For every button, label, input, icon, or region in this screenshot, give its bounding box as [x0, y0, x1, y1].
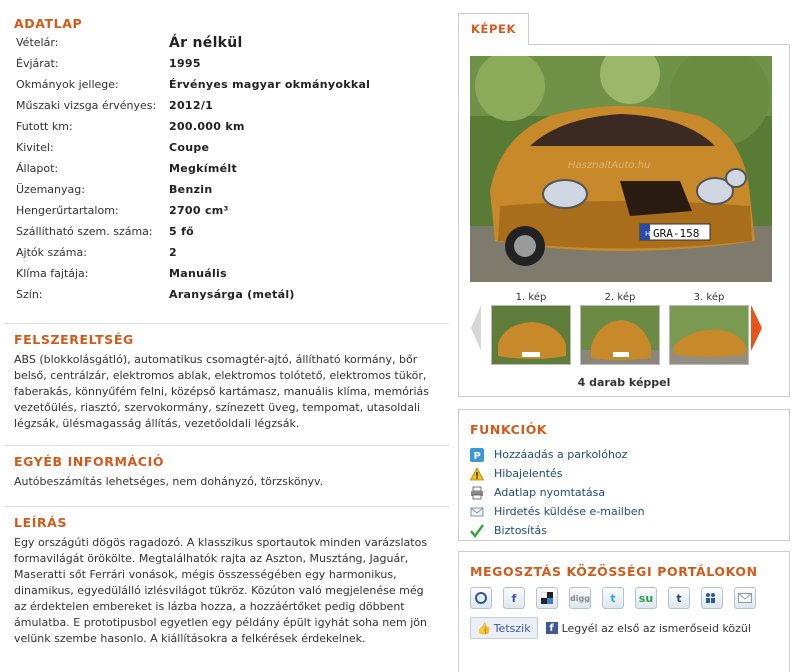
plate-country-text: H: [645, 230, 651, 238]
spec-row: [4, 74, 449, 95]
spec-row: [4, 179, 449, 200]
myspace-icon[interactable]: [701, 587, 723, 609]
thumbs-up-icon: 👍: [477, 621, 491, 635]
function-label[interactable]: Hirdetés küldése e-mailben: [494, 505, 645, 518]
delicious-icon[interactable]: [536, 587, 558, 609]
function-label[interactable]: Hozzáadás a parkolóhoz: [494, 448, 628, 461]
description-title: LEÍRÁS: [14, 515, 68, 530]
facebook-mini-icon: f: [546, 622, 558, 634]
parking-icon: [470, 448, 484, 462]
facebook-icon[interactable]: f: [503, 587, 525, 609]
spec-row: [4, 158, 449, 179]
twitter-icon[interactable]: t: [602, 587, 624, 609]
functions-box: [458, 409, 790, 541]
function-send-email[interactable]: [470, 502, 778, 521]
checkmark-icon: [470, 524, 484, 538]
spec-label: Kivitel:: [16, 141, 54, 154]
iwiw-icon[interactable]: [470, 587, 492, 609]
thumbnail-1[interactable]: [491, 291, 571, 365]
share-icons: [470, 587, 778, 609]
functions-title: FUNKCIÓK: [470, 422, 548, 437]
function-print[interactable]: [470, 483, 778, 502]
like-text: Legyél az első az ismerőseid közül: [561, 621, 751, 635]
spec-label: Évjárat:: [16, 57, 59, 70]
spec-label: Hengerűrtartalom:: [16, 204, 119, 217]
function-report-error[interactable]: [470, 464, 778, 483]
spec-value: 1995: [169, 57, 201, 70]
spec-value: Manuális: [169, 267, 227, 280]
email-icon: [470, 505, 484, 519]
spec-label: Műszaki vizsga érvényes:: [16, 99, 157, 112]
spec-label: Futott km:: [16, 120, 73, 133]
printer-icon: [470, 486, 484, 500]
thumbnail-label: 3. kép: [693, 292, 725, 303]
right-column: [458, 12, 790, 672]
spec-value: Érvényes magyar okmányokkal: [169, 78, 371, 91]
photos-box: [458, 44, 790, 397]
thumbnail-2[interactable]: [580, 291, 660, 365]
other-info-title: EGYÉB INFORMÁCIÓ: [14, 454, 165, 469]
other-info-text: Autóbeszámítás lehetséges, nem dohányzó, törzskönyv.: [14, 475, 324, 488]
thumbnail-strip: [470, 288, 778, 368]
equipment-section: [4, 324, 449, 446]
description-text: Egy országúti dögös ragadozó. A klasszikus sportautok minden varázslatos formavilágát örökölte. Megtalálhatók rajta az Aszton, Musztáng, Jaguár, Maseratti sőt Ferrári vonások, mégis összességében egy harmonikus, dinamikus, egyedülálló izlésvilágot tükröz. Közúton való megjelenése még az érdektelen embereket is lázba hozza, a hozzáértőket pedig döbbent ámulatba. E prototipusbol egyetlen egy példány épült igyhát soha nem jön velünk szembe hasonlo. A kiállításokra a felkérések érdekelnek.: [14, 536, 428, 645]
spec-row: [4, 116, 449, 137]
next-photo-arrow-icon[interactable]: [749, 303, 763, 353]
plate-text: GRA-158: [653, 227, 700, 240]
thumbnail-image: [491, 305, 571, 365]
equipment-text: ABS (blokkolásgátló), automatikus csomagtér-ajtó, állítható kormány, bőr belső, centrálzár, elektromos ablak, elektromos tolótető, elektromos tükör, faberakás, könnyűfém felni, középső kartámasz, manuális klíma, memóriás vezetőülés, riasztó, szervokormány, színezett üveg, tempomat, utasoldali légzsák, ülésmagasság állítás, vezetőoldali légzsák.: [14, 353, 429, 430]
like-label: Tetszik: [493, 621, 531, 635]
spec-value: 2012/1: [169, 99, 214, 112]
spec-table: [4, 32, 449, 305]
like-button[interactable]: [470, 617, 538, 639]
spec-label: Okmányok jellege:: [16, 78, 119, 91]
thumbnail-image: [580, 305, 660, 365]
spec-value: Aranysárga (metál): [169, 288, 295, 301]
car-photo-image: [470, 56, 772, 282]
tumblr-icon[interactable]: t: [668, 587, 690, 609]
other-info-section: [4, 446, 449, 507]
thumbnail-label: 1. kép: [515, 292, 547, 303]
digg-icon[interactable]: digg: [569, 587, 591, 609]
spec-label: Ajtók száma:: [16, 246, 87, 259]
spec-row: [4, 137, 449, 158]
spec-row: [4, 95, 449, 116]
spec-row: [4, 53, 449, 74]
spec-row: [4, 263, 449, 284]
like-prompt: [546, 622, 751, 635]
function-add-to-parking[interactable]: [470, 445, 778, 464]
spec-label: Üzemanyag:: [16, 183, 85, 196]
spec-value: Megkímélt: [169, 162, 238, 175]
share-box: [458, 551, 790, 672]
spec-value: 200.000 km: [169, 120, 245, 133]
datasheet-title: ADATLAP: [14, 16, 83, 31]
tab-photos[interactable]: KÉPEK: [458, 13, 529, 45]
spec-label: Szállítható szem. száma:: [16, 225, 153, 238]
equipment-title: FELSZERELTSÉG: [14, 332, 134, 347]
description-section: [4, 507, 449, 657]
share-title: MEGOSZTÁS KÖZÖSSÉGI PORTÁLOKON: [470, 564, 758, 579]
function-label[interactable]: Hibajelentés: [494, 467, 563, 480]
spec-value: Coupe: [169, 141, 210, 154]
spec-value: Benzin: [169, 183, 213, 196]
spec-label: Vételár:: [16, 36, 59, 49]
spec-row: [4, 32, 449, 53]
photo-count: 4 darab képpel: [577, 376, 671, 389]
spec-row: [4, 242, 449, 263]
spec-row: [4, 221, 449, 242]
left-column: [4, 8, 449, 657]
svg-text:P: P: [473, 450, 481, 462]
stumbleupon-icon[interactable]: su: [635, 587, 657, 609]
function-label[interactable]: Biztosítás: [494, 524, 547, 537]
main-photo[interactable]: [470, 56, 772, 282]
spec-label: Szín:: [16, 288, 43, 301]
photo-watermark: HasznaltAuto.hu: [568, 160, 651, 171]
function-label[interactable]: Adatlap nyomtatása: [494, 486, 606, 499]
datasheet-section: [4, 8, 449, 324]
mail-icon[interactable]: [734, 587, 756, 609]
spec-value: 2: [169, 246, 177, 259]
function-insurance[interactable]: [470, 521, 778, 540]
spec-row: [4, 200, 449, 221]
facebook-like-row: [470, 617, 778, 639]
spec-row: [4, 284, 449, 305]
spec-label: Állapot:: [16, 162, 59, 175]
prev-photo-arrow-icon[interactable]: [470, 303, 482, 353]
thumbnail-3[interactable]: [669, 291, 749, 365]
spec-label: Klíma fajtája:: [16, 267, 89, 280]
thumbnail-image: [669, 305, 749, 365]
thumbnail-label: 2. kép: [604, 292, 636, 303]
spec-value: 5 fő: [169, 225, 195, 238]
warning-icon: [470, 467, 484, 481]
spec-value: Ár nélkül: [169, 34, 243, 51]
spec-value: 2700 cm³: [169, 204, 229, 217]
